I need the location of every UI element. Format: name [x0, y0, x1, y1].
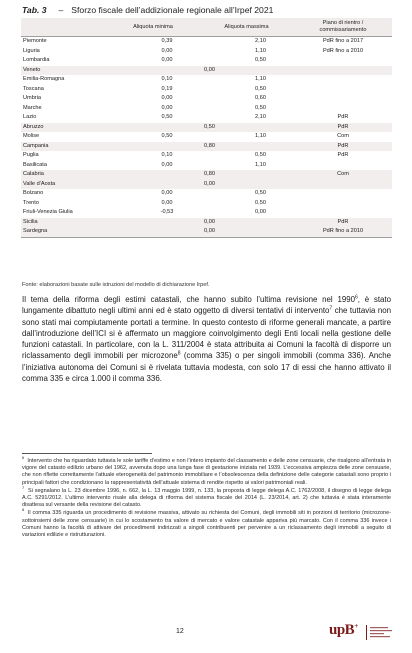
- region-cell: Bolzano: [23, 190, 44, 196]
- header-region: [21, 18, 107, 37]
- plan-cell: [294, 56, 392, 66]
- logo-mark: [329, 622, 358, 639]
- table-row: [21, 227, 392, 237]
- min-rate-cell: 0,10: [161, 76, 173, 82]
- region-cell: Lombardia: [23, 57, 50, 63]
- region-cell: Emilia-Romagna: [23, 76, 65, 82]
- header-min-rate: Aliquota minima: [107, 18, 199, 37]
- footnote-text: Il comma 335 riguarda un procedimento di revisione massiva, attivato su richiesta dei Comuni, degli immobili siti in porzioni di territorio (microzone-sottoinsiemi delle zone censuarie) in cui lo scostamento tra valore di mercato e valore catastale appariva più marcato. Con il comma 336 invece i Comuni hanno la facoltà di attivare dei procedimenti indirizzati a singoli contribuenti per pervenire a un riclassamento degli immobili a seguito di variazioni edilizie e ristrutturazioni.: [22, 510, 391, 539]
- plan-cell: [294, 66, 392, 76]
- max-rate-cell: 0,60: [255, 95, 266, 101]
- max-rate-cell: 0,50: [255, 190, 266, 196]
- plan-cell: [294, 85, 392, 95]
- plan-cell: PdR: [337, 114, 349, 120]
- table-row: [21, 104, 392, 114]
- logo-text: upB: [329, 622, 355, 638]
- fiscal-effort-table: [21, 18, 392, 238]
- table-row: [21, 170, 392, 180]
- region-cell: Marche: [23, 104, 42, 111]
- table-row: [21, 123, 392, 133]
- min-rate-cell: 0,00: [161, 47, 173, 54]
- plan-cell: [294, 75, 392, 85]
- region-cell: Piemonte: [23, 38, 47, 44]
- single-rate-cell: 0,80: [107, 170, 294, 180]
- max-rate-cell: 0,00: [255, 209, 266, 215]
- body-text-part1: Il tema della riforma degli estimi catastali, che hanno subito l’ultima revisione nel 1990: [22, 295, 355, 304]
- region-cell: Trento: [23, 199, 39, 206]
- footnote-number: 8: [22, 507, 25, 513]
- plan-cell: PdR: [294, 142, 392, 152]
- table-title: Sforzo fiscale dell’addizionale regionale all’Irpef 2021: [71, 5, 274, 15]
- body-text-part2: , è stato lungamente dibattuto negli ultimi anni ed è stato oggetto di diversi tentativi di intervento: [22, 295, 391, 316]
- min-rate-cell: 0,10: [161, 152, 173, 158]
- plan-cell: [294, 94, 392, 104]
- plan-cell: [294, 189, 392, 199]
- table-row: [21, 208, 392, 218]
- plan-cell: PdR fino a 2017: [322, 38, 364, 44]
- table-row: [21, 132, 392, 142]
- plan-cell: Com: [294, 170, 392, 180]
- plan-cell: PdR: [337, 152, 349, 158]
- region-cell: Molise: [23, 133, 40, 139]
- caption-dash: –: [58, 5, 64, 15]
- region-cell: Friuli-Venezia Giulia: [23, 209, 73, 215]
- min-rate-cell: 0,00: [161, 199, 173, 206]
- table-row: [21, 218, 392, 228]
- table-row: [21, 199, 392, 209]
- single-rate-cell: 0,00: [107, 180, 294, 190]
- footnote-text: Intervento che ha riguardato tuttavia le sole tariffe d’estimo e non l’intero impianto del classamento e delle zone censuarie, che risalgono all’entrata in vigore del catasto edilizio urbano del 1962, avvenuta dopo una lunga fase di gestazione iniziata nel 1939. L’eccessiva ampiezza delle zone censuarie, che non riflette correttamente l’attuale eterogeneità del patrimonio immobiliare e l’obsolescenza della definizione delle categorie catastali sono proprio i principali fattori che condizionano la rappresentatività dell’attuale sistema di rendite rispetto ai valori patrimoniali reali.: [22, 458, 391, 486]
- min-rate-cell: 0,00: [161, 104, 173, 111]
- plan-cell: [294, 180, 392, 190]
- table-row: [21, 37, 392, 47]
- min-rate-cell: 0,50: [161, 133, 173, 139]
- footnote-ref-6: 6: [355, 294, 358, 301]
- plan-cell: [294, 208, 392, 218]
- footnote-number: 7: [22, 484, 25, 490]
- footnote-ref-8: 8: [177, 350, 181, 357]
- footnote-number: 6: [22, 455, 25, 461]
- logo-tagline-graphic: [370, 626, 396, 639]
- body-text-part4: (comma 335) o per singoli immobili (comma 336). Anche l’iniziativa autonoma dei Comuni si è rivelata tuttavia modesta, con solo 17 di essi che hanno attivato il comma 335 e circa 1.000 il comma 336.: [22, 351, 391, 384]
- min-rate-cell: 0,00: [161, 190, 173, 196]
- table-row: [21, 151, 392, 161]
- region-cell: Liguria: [23, 47, 40, 54]
- region-cell: Basilicata: [23, 161, 47, 168]
- single-rate-cell: 0,80: [107, 142, 294, 152]
- header-plan-line2: commissariamento: [319, 27, 367, 33]
- table-row: [21, 85, 392, 95]
- region-cell: Sicilia: [21, 218, 107, 228]
- region-cell: Toscana: [23, 85, 44, 92]
- single-rate-cell: 0,50: [107, 123, 294, 133]
- footnote-text: Si segnalano la L. 23 dicembre 1996, n. 662, la L. 13 maggio 1999, n. 133, la proposta di legge delega A.C. 1762/2008, il disegno di legge delega A.C. 5291/2012. L’ultimo intervento risale alla delega di riforma del sistema fiscale del 2014 (L. 23/2014, art. 2) che tuttavia è stata interamente disattesa sul versante della revisione del catasto.: [22, 487, 391, 509]
- plan-cell: PdR: [294, 123, 392, 133]
- max-rate-cell: 0,50: [255, 104, 266, 111]
- single-rate-cell: 0,00: [107, 66, 294, 76]
- max-rate-cell: 0,50: [255, 199, 266, 206]
- plan-cell: PdR fino a 2010: [322, 47, 364, 54]
- body-paragraph: [22, 294, 391, 384]
- table-number: Tab. 3: [22, 5, 47, 15]
- min-rate-cell: 0,39: [161, 38, 173, 44]
- max-rate-cell: 1,10: [255, 47, 266, 54]
- min-rate-cell: 0,50: [161, 114, 173, 120]
- min-rate-cell: 0,00: [161, 57, 173, 63]
- footnotes: [22, 455, 391, 540]
- plan-cell: PdR fino a 2010: [294, 227, 392, 237]
- min-rate-cell: -0,53: [160, 209, 174, 215]
- header-plan-line1: Piano di rientro /: [322, 20, 364, 26]
- single-rate-cell: 0,00: [107, 227, 294, 237]
- footnote-separator: [22, 453, 152, 454]
- table-row: [21, 161, 392, 171]
- min-rate-cell: 0,00: [161, 161, 173, 168]
- footnote: [22, 455, 391, 487]
- max-rate-cell: 1,10: [255, 133, 266, 139]
- header-max-rate: Aliquota massima: [199, 18, 294, 37]
- table-row: [21, 189, 392, 199]
- table-row: [21, 113, 392, 123]
- table-body: [21, 37, 392, 238]
- region-cell: Abruzzo: [21, 123, 107, 133]
- logo-sup: +: [354, 622, 358, 630]
- max-rate-cell: 0,50: [255, 152, 266, 158]
- plan-cell: Com: [337, 133, 349, 139]
- footnote: [22, 507, 391, 539]
- page-number: 12: [176, 628, 184, 635]
- table-caption: [22, 5, 273, 15]
- max-rate-cell: 0,50: [255, 57, 266, 63]
- logo-tagline-icon: [370, 626, 394, 638]
- region-cell: Valle d’Aosta: [21, 180, 107, 190]
- region-cell: Sardegna: [21, 227, 107, 237]
- logo-divider: [366, 625, 367, 640]
- table-row: [21, 47, 392, 57]
- footnote-ref-7: 7: [329, 305, 333, 312]
- region-cell: Puglia: [23, 152, 39, 158]
- header-plan: [294, 18, 392, 37]
- table-row: [21, 180, 392, 190]
- body-text-part3: che tuttavia non sono stati mai compiutamente portati a termine. In questo contesto di riforme generali mancate, a partire dall’introduzione dell’ICI si è affermato un maggiore coinvolgimento degli Enti locali nella gestione delle funzioni catastali. In particolare, con la L. 311/2004 è stata attribuita ai Comuni la facoltà di disporre un riclassamento degli immobili per microzone: [22, 306, 392, 361]
- table-row: [21, 94, 392, 104]
- max-rate-cell: 1,10: [255, 76, 266, 82]
- plan-cell: [294, 199, 392, 209]
- max-rate-cell: 2,10: [255, 38, 266, 44]
- max-rate-cell: 2,10: [255, 114, 266, 120]
- single-rate-cell: 0,00: [107, 218, 294, 228]
- plan-cell: [294, 161, 392, 171]
- publisher-logo: [329, 622, 395, 644]
- min-rate-cell: 0,19: [161, 85, 173, 92]
- plan-cell: [294, 104, 392, 114]
- table-row: [21, 66, 392, 76]
- table-row: [21, 75, 392, 85]
- region-cell: Lazio: [23, 114, 37, 120]
- region-cell: Veneto: [21, 66, 107, 76]
- max-rate-cell: 1,10: [255, 161, 266, 168]
- plan-cell: PdR: [294, 218, 392, 228]
- min-rate-cell: 0,00: [161, 95, 173, 101]
- region-cell: Calabria: [21, 170, 107, 180]
- table-row: [21, 142, 392, 152]
- table-header-row: [21, 18, 392, 37]
- max-rate-cell: 0,50: [255, 85, 266, 92]
- region-cell: Campania: [21, 142, 107, 152]
- table-source: Fonte: elaborazioni basate sulle istruzioni del modello di dichiarazione Irpef.: [22, 282, 210, 288]
- region-cell: Umbria: [23, 95, 42, 101]
- table-row: [21, 56, 392, 66]
- footnote: [22, 484, 391, 510]
